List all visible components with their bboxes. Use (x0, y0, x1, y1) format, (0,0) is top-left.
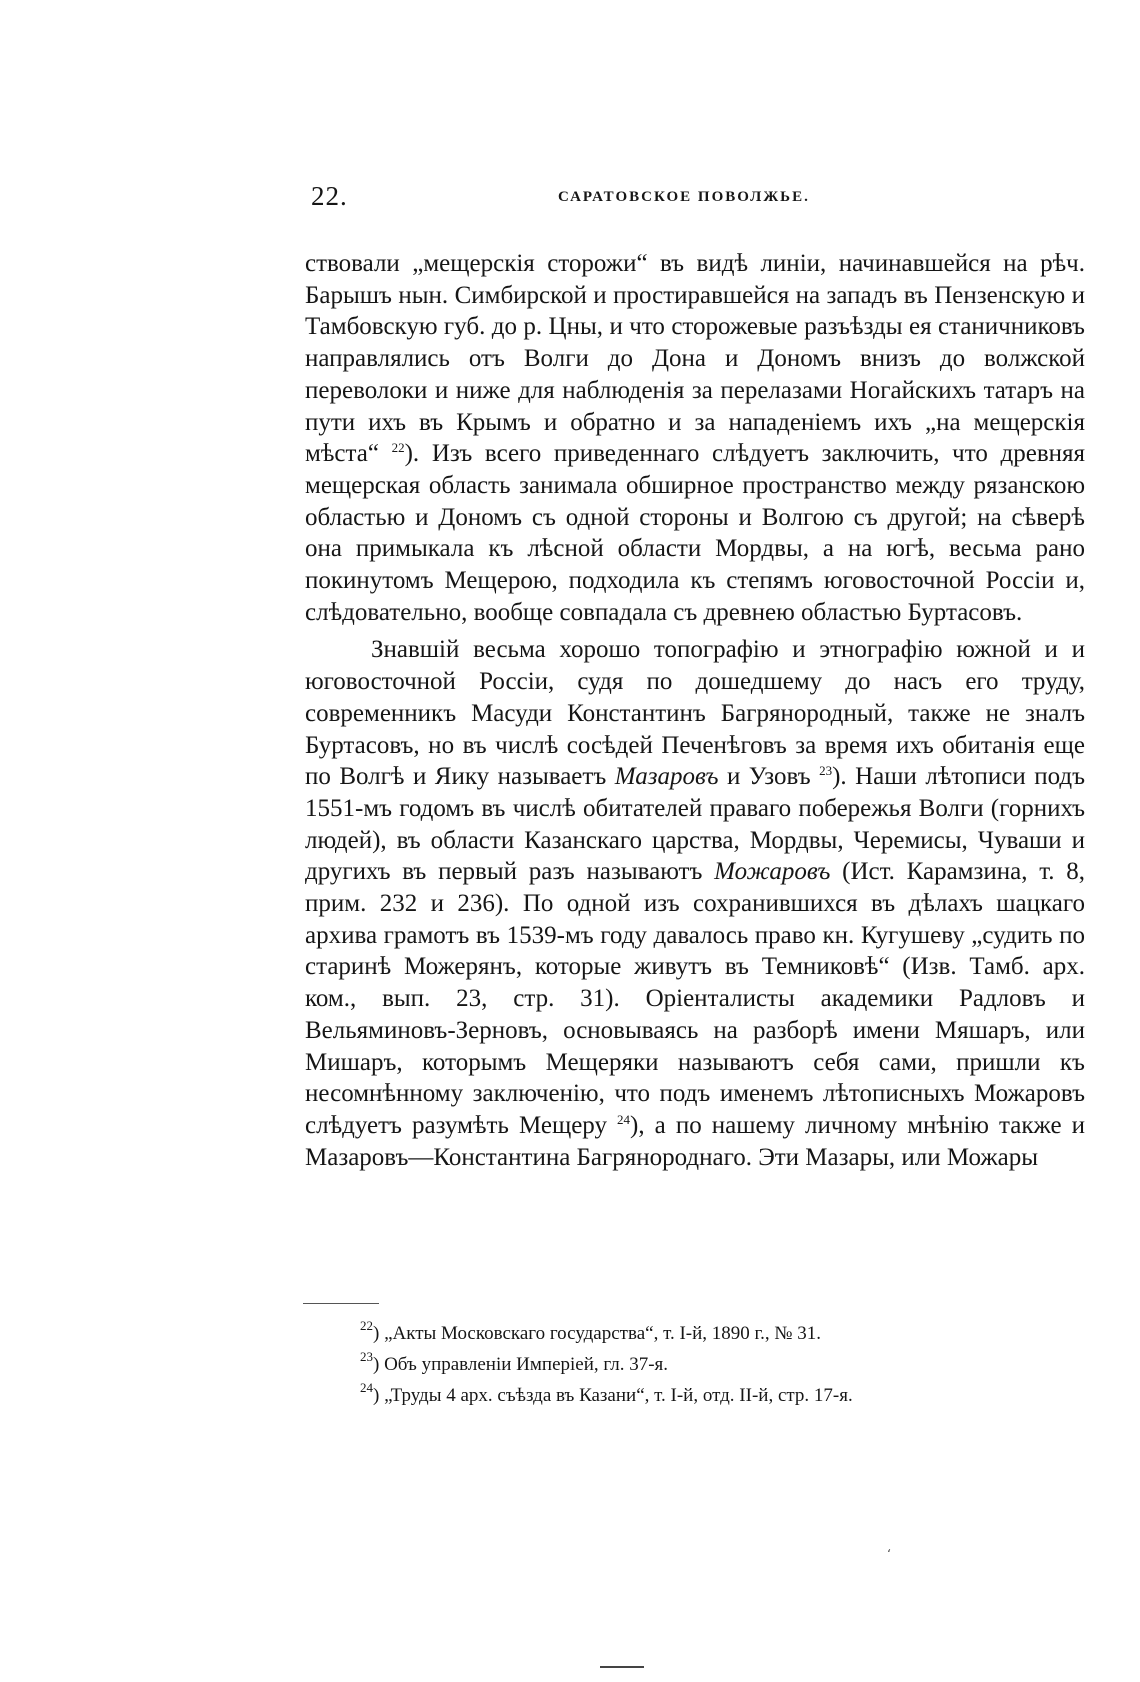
scan-bottom-mark (600, 1666, 644, 1668)
footnote-number: 23 (360, 1349, 373, 1364)
paragraph-1-text: ствовали „мещерскія сторожи“ въ видѣ линіи, начинавшейся на рѣч. Барышъ нын. Симбирской и простиравшейся на западъ въ Пензенскую и Тамбовскую губ. до р. Цны, и что сторожевые разъѣзды ея станичниковъ направлялись отъ Волги до Дона и Дономъ внизъ до волжской переволоки и ниже для наблюденія за перелазами Ногайскихъ татаръ на пути ихъ въ Крымъ и обратно и за нападеніемъ ихъ „на мещерскія мѣста“ (305, 250, 1085, 468)
italic-term-mazarov: Мазаровъ (614, 763, 719, 791)
footnote-number: 22 (360, 1318, 373, 1333)
italic-term-mozharov: Можаровъ (714, 858, 831, 886)
footnote-24: $^{24}$) „Труды 4 арх. съѣзда въ Казани“, т. І-й, отд. ІІ-й, стр. 17-я. (360, 1380, 853, 1406)
footnote-ref-22: 22 (391, 440, 405, 456)
paragraph-2-text: Знавшій весьма хорошо топографію и этнографію южной и и юговосточной Россіи, судя по дошедшему до насъ его труду, современникъ Масуди Константинъ Багрянородный, также не зналъ Буртасовъ, но въ числѣ сосѣдей Печенѣговъ за время ихъ обитанія еще по Волгѣ и Яику называетъ (305, 636, 1085, 791)
footnotes (360, 1318, 1080, 1411)
page-number: 22. (311, 181, 348, 211)
paragraph-2-text-d: (Ист. Карамзина, т. 8, прим. 232 и 236). По одной изъ сохранившихся въ дѣлахъ шацкаго архива грамотъ въ 1539-мъ году давалось право кн. Кугушеву „судить по старинѣ Можерянъ, которые живутъ въ Темниковѣ“ (Изв. Тамб. арх. ком., вып. 23, стр. 31). Оріенталисты академики Радловъ и Вельяминовъ-Зерновъ, основываясь на разборѣ имени Мяшаръ, или Мишаръ, которымъ Мещеряки называютъ себя сами, пришли къ несомнѣнному заключенію, что подъ именемъ лѣтописныхъ Можаровъ слѣдуетъ разумѣть Мещеру (305, 858, 1085, 1139)
footnote-ref-24: 24 (617, 1111, 631, 1127)
footnote-23: $^{23}$) Объ управленіи Имперіей, гл. 37-я. (360, 1349, 669, 1375)
footnote-separator (303, 1303, 379, 1304)
paragraph-2-text-e: ), а по нашему личному мнѣнію также и Мазаровъ—Константина Багрянороднаго. Эти Мазары, или Можары (305, 1111, 1086, 1171)
footnote-text: „Труды 4 арх. съѣзда въ Казани“, т. І-й, отд. ІІ-й, стр. 17-я. (384, 1385, 853, 1406)
paragraph-1-text-cont: ). Изъ всего приведеннаго слѣдуетъ заключить, что древняя мещерская область занимала обширное пространство между рязанскою областью и Дономъ съ одной стороны и Волгою съ другой; на сѣверѣ она примыкала къ лѣсной области Мордвы, а на югѣ, весьма рано покинутомъ Мещерою, подходила къ степямъ юговосточной Россіи и, слѣдовательно, вообще совпадала съ древнею областью Буртасовъ. (305, 440, 1086, 626)
footnote-text: Объ управленіи Имперіей, гл. 37-я. (384, 1354, 669, 1375)
footnote-22: $^{22}$) „Акты Московскаго государства“, т. І-й, 1890 г., № 31. (360, 1318, 822, 1344)
footnote-number: 24 (360, 1380, 373, 1395)
paragraph-1 (305, 248, 1085, 628)
paragraph-2-text-c: ). Наши лѣтописи подъ 1551-мъ годомъ въ числѣ обитателей праваго побережья Волги (горнихъ людей), въ области Казанскаго царства, Мордвы, Черемисы, Чуваши и другихъ въ первый разъ называютъ (305, 763, 1086, 886)
running-title: САРАТОВСКОЕ ПОВОЛЖЬЕ. (558, 189, 810, 205)
page-header (0, 181, 1140, 221)
footnote-text: „Акты Московскаго государства“, т. І-й, 1890 г., № 31. (384, 1323, 822, 1344)
main-text (305, 248, 1085, 1173)
footnote-ref-23: 23 (819, 763, 833, 779)
paragraph-2 (305, 634, 1085, 1173)
paragraph-2-text-b: и Узовъ (726, 763, 811, 791)
scan-speck: ‘ (887, 1547, 891, 1561)
